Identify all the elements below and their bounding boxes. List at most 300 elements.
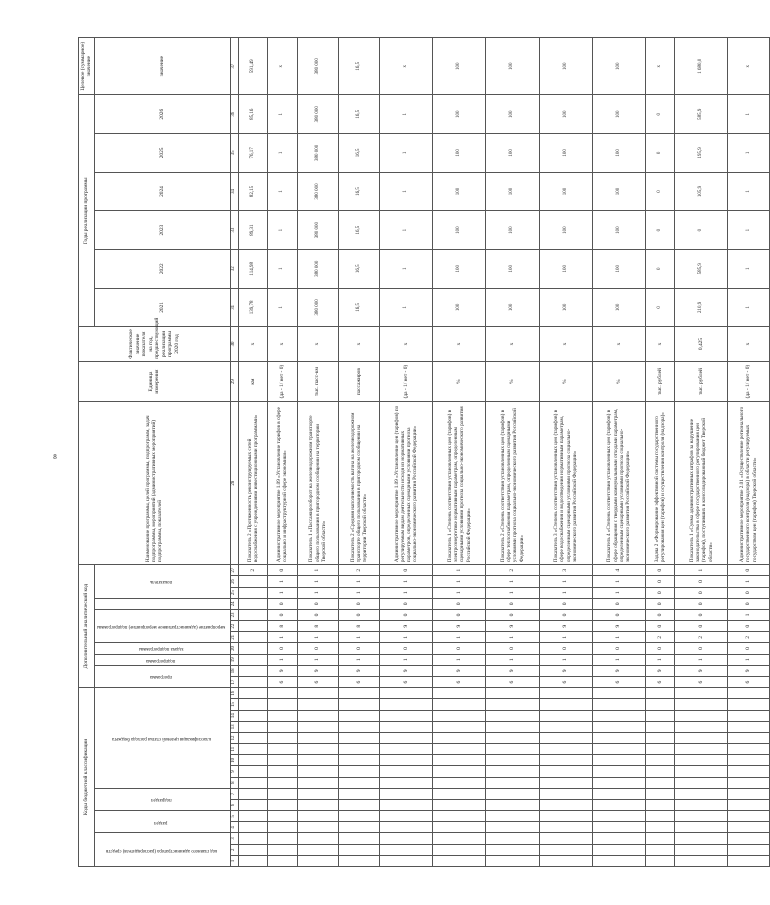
row-year-value-cell: 1: [380, 288, 433, 327]
code-digit-cell: [486, 766, 539, 777]
code-digit-cell: [675, 822, 728, 833]
row-year-value-cell: 89,31: [238, 211, 267, 250]
code-digit-cell: 6: [433, 676, 486, 687]
row-year-value-cell: 380 000: [297, 211, 338, 250]
column-index-cell: 31: [230, 288, 238, 327]
code-digit-cell: [592, 688, 645, 699]
code-digit-cell: [433, 710, 486, 721]
table-row: [338, 38, 379, 867]
code-digit-cell: 1: [268, 587, 297, 598]
code-digit-cell: 2: [645, 632, 674, 643]
subsection-code-header: [94, 788, 230, 810]
row-year-value-cell: 1: [728, 249, 769, 288]
code-digit-cell: 9: [338, 665, 379, 676]
code-digit-cell: [297, 766, 338, 777]
table-row: [238, 38, 267, 867]
code-digit-cell: [433, 799, 486, 810]
section-code-header-label: раздел: [154, 819, 168, 825]
code-digit-cell: 0: [539, 598, 592, 609]
row-unit-cell: км: [238, 361, 267, 402]
row-name-cell: Показатель 1 «Степень соответствия установленных цен (тарифов) в электроэнергетике нормативным параметрам, определенным сценарными условиями прогноза социально-экономического развития Российской Федерации»: [433, 402, 486, 565]
code-digit-cell: [728, 822, 769, 833]
code-digit-cell: 6: [380, 676, 433, 687]
row-year-value-cell: 76,17: [238, 134, 267, 173]
code-digit-cell: 8: [268, 621, 297, 632]
column-index-cell: 16: [230, 688, 238, 699]
column-index-cell: 27: [230, 565, 238, 576]
code-digit-cell: 1: [380, 576, 433, 587]
code-digit-cell: [338, 844, 379, 855]
row-year-value-cell: 1: [268, 211, 297, 250]
code-digit-cell: [268, 855, 297, 866]
code-digit-cell: [592, 755, 645, 766]
code-digit-cell: 1: [486, 632, 539, 643]
name-column-header: Наименование программы, целей программы, подпрограмм, задач подпрограммы, мероприятий (административных мероприятий) подпрограммы, показателей: [79, 402, 231, 565]
code-digit-cell: 6: [645, 676, 674, 687]
code-digit-cell: 0: [433, 643, 486, 654]
code-digit-cell: 9: [433, 621, 486, 632]
code-digit-cell: [486, 699, 539, 710]
code-digit-cell: 0: [268, 609, 297, 620]
table-row: [675, 38, 728, 867]
code-digit-cell: [297, 688, 338, 699]
code-digit-cell: [338, 721, 379, 732]
code-digit-cell: [268, 822, 297, 833]
page-number: 8: [53, 453, 57, 461]
code-digit-cell: [539, 732, 592, 743]
code-digit-cell: 1: [268, 576, 297, 587]
row-base-cell: x: [268, 327, 297, 362]
code-digit-cell: [592, 710, 645, 721]
code-digit-cell: 0: [297, 598, 338, 609]
row-year-value-cell: 100: [486, 288, 539, 327]
code-digit-cell: [728, 844, 769, 855]
code-digit-cell: [486, 799, 539, 810]
code-digit-cell: [238, 654, 267, 665]
code-digit-cell: [645, 855, 674, 866]
code-digit-cell: 1: [338, 576, 379, 587]
code-digit-cell: [297, 788, 338, 799]
code-digit-cell: [238, 665, 267, 676]
code-digit-cell: 9: [380, 621, 433, 632]
code-digit-cell: [675, 855, 728, 866]
row-base-cell: x: [592, 327, 645, 362]
code-digit-cell: [592, 744, 645, 755]
code-digit-cell: 0: [728, 621, 769, 632]
code-digit-cell: [238, 598, 267, 609]
code-digit-cell: 0: [433, 609, 486, 620]
code-digit-cell: [539, 744, 592, 755]
row-year-value-cell: 16,5: [338, 172, 379, 211]
code-digit-cell: 0: [380, 565, 433, 576]
row-name-cell: Административное мероприятие 2.01 «Осуществление регионального государственного контроля (надзора) в области регулируемых государством цен (тарифов) Тверской области»: [728, 402, 769, 565]
row-year-value-cell: 100: [539, 288, 592, 327]
column-index-cell: 22: [230, 621, 238, 632]
code-digit-cell: [486, 811, 539, 822]
code-digit-cell: [675, 788, 728, 799]
row-year-value-cell: 100: [592, 95, 645, 134]
row-base-cell: x: [238, 327, 267, 362]
code-digit-cell: [675, 755, 728, 766]
subprogram-code-header-label: подпрограмма: [146, 657, 176, 663]
code-digit-cell: [338, 710, 379, 721]
code-digit-cell: 0: [268, 643, 297, 654]
column-index-cell: 37: [230, 38, 238, 95]
code-digit-cell: [268, 732, 297, 743]
code-digit-cell: [539, 721, 592, 732]
code-digit-cell: 9: [592, 621, 645, 632]
code-digit-cell: [486, 732, 539, 743]
code-digit-cell: 0: [297, 643, 338, 654]
code-digit-cell: 1: [380, 587, 433, 598]
code-digit-cell: [592, 766, 645, 777]
table-row: [433, 38, 486, 867]
column-index-cell: 10: [230, 755, 238, 766]
row-year-value-cell: 100: [433, 95, 486, 134]
code-digit-cell: [297, 799, 338, 810]
task-code-header-label: задача подпрограммы: [138, 646, 184, 652]
code-digit-cell: 6: [297, 676, 338, 687]
code-digit-cell: 0: [645, 565, 674, 576]
code-digit-cell: [592, 699, 645, 710]
task-code-header: [94, 643, 230, 654]
code-digit-cell: 1: [297, 565, 338, 576]
row-year-value-cell: 16,5: [338, 134, 379, 173]
code-digit-cell: [238, 822, 267, 833]
code-digit-cell: [486, 833, 539, 844]
table-row: [268, 38, 297, 867]
column-index-cell: 33: [230, 211, 238, 250]
code-digit-cell: [539, 710, 592, 721]
row-base-cell: x: [297, 327, 338, 362]
code-digit-cell: [645, 744, 674, 755]
code-digit-cell: [238, 732, 267, 743]
row-unit-cell: тыс. пасс-км: [297, 361, 338, 402]
code-digit-cell: [645, 766, 674, 777]
code-digit-cell: 1: [297, 654, 338, 665]
row-name-cell: Показатель 2 «Средняя наполняемость вагона на железнодорожном транспорте общего пользования в пригородном сообщении на территории Тверской области»: [338, 402, 379, 565]
year-header-2026: 2026: [94, 95, 230, 134]
code-digit-cell: [380, 755, 433, 766]
row-year-value-cell: 1: [268, 172, 297, 211]
code-digit-cell: [297, 777, 338, 788]
code-digit-cell: 1: [592, 576, 645, 587]
code-digit-cell: [433, 777, 486, 788]
code-digit-cell: [297, 833, 338, 844]
code-digit-cell: [238, 609, 267, 620]
code-digit-cell: [238, 699, 267, 710]
code-digit-cell: [268, 688, 297, 699]
code-digit-cell: [433, 744, 486, 755]
code-digit-cell: [380, 788, 433, 799]
program-code-header-label: программа: [150, 674, 173, 680]
code-digit-cell: [338, 788, 379, 799]
code-digit-cell: [539, 822, 592, 833]
code-digit-cell: 0: [486, 643, 539, 654]
code-digit-cell: [238, 844, 267, 855]
column-index-cell: 1: [230, 855, 238, 866]
table-row: [539, 38, 592, 867]
code-digit-cell: [238, 777, 267, 788]
column-index-cell: 18: [230, 665, 238, 676]
row-year-value-cell: 1: [268, 134, 297, 173]
code-digit-cell: [433, 844, 486, 855]
code-digit-cell: 6: [268, 676, 297, 687]
code-digit-cell: 0: [592, 598, 645, 609]
code-digit-cell: [380, 766, 433, 777]
code-digit-cell: 0: [380, 643, 433, 654]
code-digit-cell: 1: [433, 576, 486, 587]
code-digit-cell: [268, 699, 297, 710]
column-index-cell: 25: [230, 587, 238, 598]
year-header-2025: 2025: [94, 134, 230, 173]
code-digit-cell: [539, 688, 592, 699]
code-digit-cell: [433, 732, 486, 743]
code-digit-cell: [675, 766, 728, 777]
code-digit-cell: [539, 755, 592, 766]
row-year-value-cell: 100: [433, 211, 486, 250]
code-digit-cell: [645, 732, 674, 743]
code-digit-cell: [645, 788, 674, 799]
row-year-value-cell: 1: [380, 249, 433, 288]
row-year-value-cell: 380 000: [297, 249, 338, 288]
code-digit-cell: 0: [675, 621, 728, 632]
row-year-value-cell: 0: [645, 249, 674, 288]
code-digit-cell: 1: [675, 565, 728, 576]
base-year-column-header: Фактическое значение показателя на год, предшествующий реализации программы 2020 год: [79, 327, 231, 362]
column-index-cell: 28: [230, 402, 238, 565]
code-digit-cell: 9: [675, 665, 728, 676]
code-digit-cell: 1: [592, 654, 645, 665]
code-digit-cell: [380, 721, 433, 732]
code-digit-cell: [238, 643, 267, 654]
code-digit-cell: 8: [338, 621, 379, 632]
code-pad-header: [94, 598, 230, 609]
row-year-value-cell: 100: [486, 249, 539, 288]
code-digit-cell: [486, 844, 539, 855]
code-digit-cell: 0: [728, 643, 769, 654]
code-digit-cell: [338, 732, 379, 743]
code-digit-cell: 6: [592, 676, 645, 687]
code-digit-cell: [297, 710, 338, 721]
row-year-value-cell: 100: [539, 249, 592, 288]
column-index-cell: 6: [230, 799, 238, 810]
code-digit-cell: 6: [728, 676, 769, 687]
code-digit-cell: 0: [675, 598, 728, 609]
column-index-cell: 20: [230, 643, 238, 654]
code-digit-cell: [433, 788, 486, 799]
code-digit-cell: [238, 576, 267, 587]
code-digit-cell: 0: [486, 598, 539, 609]
code-digit-cell: [728, 688, 769, 699]
code-digit-cell: [592, 833, 645, 844]
code-digit-cell: [433, 833, 486, 844]
program-code-header: [94, 665, 230, 687]
row-year-value-cell: 1: [728, 172, 769, 211]
column-index-cell: 36: [230, 95, 238, 134]
code-digit-cell: [675, 833, 728, 844]
column-index-cell: 23: [230, 609, 238, 620]
code-digit-cell: [675, 844, 728, 855]
section-code-header: [94, 811, 230, 833]
code-digit-cell: [539, 855, 592, 866]
code-digit-cell: [238, 587, 267, 598]
row-year-value-cell: 0: [645, 211, 674, 250]
row-year-value-cell: 105,9: [675, 172, 728, 211]
code-digit-cell: [238, 799, 267, 810]
column-index-cell: 8: [230, 777, 238, 788]
target-value-header: Целевое (суммарное) значение: [79, 38, 95, 95]
code-digit-cell: [238, 744, 267, 755]
row-year-value-cell: 100: [486, 95, 539, 134]
row-year-value-cell: 16,5: [338, 95, 379, 134]
row-target-cell: x: [380, 38, 433, 95]
program-classifier-header: Дополнительный аналитический код: [79, 565, 95, 688]
code-digit-cell: [433, 766, 486, 777]
code-digit-cell: [268, 721, 297, 732]
code-digit-cell: 9: [380, 665, 433, 676]
code-digit-cell: 1: [338, 632, 379, 643]
code-digit-cell: 1: [433, 632, 486, 643]
code-digit-cell: 1: [486, 587, 539, 598]
row-base-cell: x: [728, 327, 769, 362]
code-digit-cell: 1: [433, 654, 486, 665]
year-header-2022: 2022: [94, 249, 230, 288]
code-digit-cell: [728, 699, 769, 710]
code-digit-cell: [433, 811, 486, 822]
row-year-value-cell: 0: [645, 172, 674, 211]
row-unit-cell: тыс. рублей: [645, 361, 674, 402]
code-digit-cell: [675, 710, 728, 721]
code-digit-cell: 9: [268, 665, 297, 676]
code-digit-cell: [645, 699, 674, 710]
code-digit-cell: [268, 710, 297, 721]
subsection-code-header-label: подраздел: [150, 797, 172, 803]
code-digit-cell: 1: [268, 654, 297, 665]
code-digit-cell: [433, 699, 486, 710]
column-index-cell: 2: [230, 844, 238, 855]
code-digit-cell: [268, 833, 297, 844]
code-digit-cell: 9: [645, 665, 674, 676]
code-digit-cell: [238, 676, 267, 687]
code-digit-cell: 2: [675, 632, 728, 643]
column-index-cell: 5: [230, 811, 238, 822]
code-digit-cell: 0: [380, 609, 433, 620]
code-digit-cell: 0: [592, 643, 645, 654]
code-digit-cell: [645, 799, 674, 810]
code-digit-cell: 9: [486, 665, 539, 676]
admin-code-header-label: код главного администратора (распорядителя) средств: [105, 847, 217, 853]
code-digit-cell: [380, 844, 433, 855]
code-digit-cell: 1: [297, 576, 338, 587]
code-digit-cell: [728, 777, 769, 788]
row-base-cell: x: [433, 327, 486, 362]
code-digit-cell: 6: [486, 676, 539, 687]
row-year-value-cell: 1: [380, 172, 433, 211]
row-target-cell: 1 680,0: [675, 38, 728, 95]
row-year-value-cell: 85,16: [238, 95, 267, 134]
row-year-value-cell: 585,9: [675, 249, 728, 288]
row-year-value-cell: 100: [486, 172, 539, 211]
code-digit-cell: [380, 799, 433, 810]
code-digit-cell: [238, 833, 267, 844]
row-year-value-cell: 0: [645, 288, 674, 327]
row-year-value-cell: 139,78: [238, 288, 267, 327]
code-digit-cell: 2: [486, 565, 539, 576]
row-year-value-cell: 114,98: [238, 249, 267, 288]
code-digit-cell: 1: [539, 632, 592, 643]
code-digit-cell: [728, 799, 769, 810]
row-unit-cell: тыс. рублей: [675, 361, 728, 402]
row-year-value-cell: 1: [268, 288, 297, 327]
row-year-value-cell: 1: [728, 211, 769, 250]
code-digit-cell: 0: [338, 609, 379, 620]
row-target-cell: x: [268, 38, 297, 95]
row-year-value-cell: 82,15: [238, 172, 267, 211]
code-digit-cell: [268, 844, 297, 855]
row-year-value-cell: 0: [645, 95, 674, 134]
code-digit-cell: [297, 699, 338, 710]
row-year-value-cell: 100: [592, 134, 645, 173]
indicator-code-header: [94, 565, 230, 599]
code-digit-cell: [268, 799, 297, 810]
code-digit-cell: [592, 777, 645, 788]
activity-code-header: [94, 609, 230, 643]
code-digit-cell: [338, 699, 379, 710]
code-digit-cell: 0: [675, 576, 728, 587]
code-digit-cell: 0: [433, 598, 486, 609]
code-digit-cell: 0: [728, 598, 769, 609]
code-digit-cell: [238, 788, 267, 799]
row-year-value-cell: 16,5: [338, 211, 379, 250]
subprogram-code-header: [94, 654, 230, 665]
column-index-cell: 3: [230, 833, 238, 844]
code-digit-cell: [338, 755, 379, 766]
code-digit-cell: [338, 811, 379, 822]
code-digit-cell: [539, 777, 592, 788]
code-digit-cell: [539, 844, 592, 855]
row-unit-cell: пассажиров: [338, 361, 379, 402]
code-digit-cell: [592, 822, 645, 833]
row-target-cell: 100: [486, 38, 539, 95]
header-row-1: [79, 38, 95, 867]
row-base-cell: x: [380, 327, 433, 362]
code-digit-cell: [338, 766, 379, 777]
code-digit-cell: [675, 721, 728, 732]
code-digit-cell: 1: [728, 576, 769, 587]
row-year-value-cell: 100: [539, 172, 592, 211]
table-row: [380, 38, 433, 867]
code-digit-cell: [238, 766, 267, 777]
row-name-cell: Административное мероприятие 1.09 «Установление тарифов в сфере социально и инфраструктурной сфере экономики»: [268, 402, 297, 565]
code-digit-cell: 0: [645, 598, 674, 609]
code-digit-cell: [592, 811, 645, 822]
column-index-cell: 14: [230, 710, 238, 721]
code-digit-cell: [380, 777, 433, 788]
code-digit-cell: [433, 721, 486, 732]
code-digit-cell: 9: [728, 665, 769, 676]
code-digit-cell: 0: [645, 643, 674, 654]
code-digit-cell: [486, 688, 539, 699]
code-digit-cell: [675, 732, 728, 743]
row-year-value-cell: 100: [539, 134, 592, 173]
code-digit-cell: [297, 721, 338, 732]
row-year-value-cell: 0: [675, 211, 728, 250]
code-digit-cell: 1: [728, 609, 769, 620]
code-digit-cell: 1: [268, 632, 297, 643]
code-digit-cell: [486, 822, 539, 833]
code-digit-cell: [728, 766, 769, 777]
